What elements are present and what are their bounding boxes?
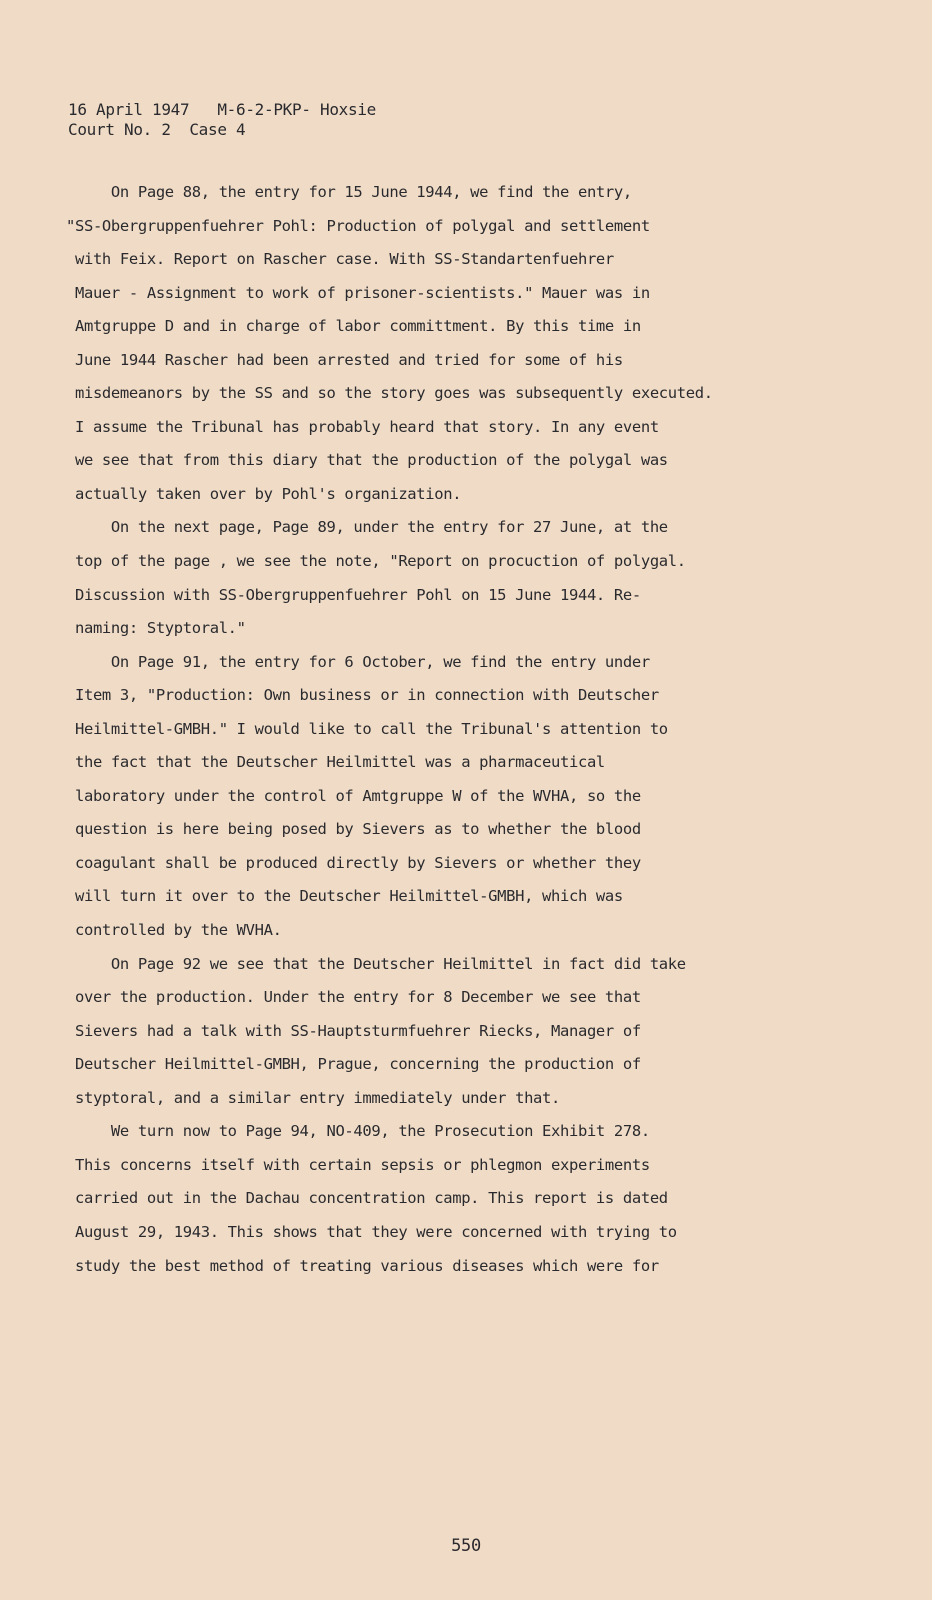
text-line: On the next page, Page 89, under the entry for 27 June, at the: [66, 518, 668, 537]
text-line: This concerns itself with certain sepsis or phlegmon experiments: [66, 1155, 650, 1174]
text-line: On Page 88, the entry for 15 June 1944, we find the entry,: [66, 183, 632, 201]
text-line: "SS-Obergruppenfuehrer Pohl: Production of polygal and settlement: [66, 216, 650, 235]
text-line: On Page 92 we see that the Deutscher Heilmittel in fact did take: [66, 954, 686, 973]
page-number: 550: [451, 1536, 481, 1556]
text-line: question is here being posed by Sievers as to whether the blood: [66, 820, 641, 839]
text-line: over the production. Under the entry for 8 December we see that: [66, 988, 641, 1007]
text-line: Item 3, "Production: Own business or in connection with Deutscher: [66, 686, 659, 705]
header-court-case: Court No. 2 Case 4: [68, 120, 246, 139]
text-line: study the best method of treating various diseases which were for: [66, 1256, 659, 1275]
text-line: with Feix. Report on Rascher case. With SS-Standartenfuehrer: [66, 250, 614, 269]
text-line: Deutscher Heilmittel-GMBH, Prague, concerning the production of: [66, 1055, 641, 1074]
text-line: August 29, 1943. This shows that they were concerned with trying to: [66, 1222, 677, 1241]
text-line: we see that from this diary that the production of the polygal was: [66, 451, 668, 470]
text-line: naming: Styptoral.": [66, 619, 246, 638]
text-line: the fact that the Deutscher Heilmittel was a pharmaceutical: [66, 753, 605, 772]
text-line: We turn now to Page 94, NO-409, the Prosecution Exhibit 278.: [66, 1122, 650, 1141]
text-line: coagulant shall be produced directly by Sievers or whether they: [66, 853, 641, 872]
text-line: Heilmittel-GMBH." I would like to call the Tribunal's attention to: [66, 719, 668, 738]
text-line: misdemeanors by the SS and so the story goes was subsequently executed.: [66, 384, 713, 403]
text-line: will turn it over to the Deutscher Heilmittel-GMBH, which was: [66, 887, 623, 906]
text-line: Amtgruppe D and in charge of labor committment. By this time in: [66, 317, 641, 336]
text-line: laboratory under the control of Amtgruppe W of the WVHA, so the: [66, 786, 641, 805]
text-line: Sievers had a talk with SS-Hauptsturmfuehrer Riecks, Manager of: [66, 1021, 641, 1040]
text-line: June 1944 Rascher had been arrested and tried for some of his: [66, 350, 623, 369]
text-line: actually taken over by Pohl's organization.: [66, 484, 462, 503]
text-line: carried out in the Dachau concentration camp. This report is dated: [66, 1189, 668, 1208]
text-line: Mauer - Assignment to work of prisoner-scientists." Mauer was in: [66, 283, 650, 302]
text-line: controlled by the WVHA.: [66, 921, 282, 940]
text-line: I assume the Tribunal has probably heard that story. In any event: [66, 417, 659, 436]
text-line: styptoral, and a similar entry immediately under that.: [66, 1088, 560, 1107]
header-date-reference: 16 April 1947 M-6-2-PKP- Hoxsie: [68, 100, 376, 119]
text-line: Discussion with SS-Obergruppenfuehrer Pohl on 15 June 1944. Re-: [66, 585, 641, 604]
transcript-body: [66, 176, 866, 1283]
text-line: On Page 91, the entry for 6 October, we find the entry under: [66, 652, 650, 671]
document-header: [68, 100, 376, 140]
text-line: top of the page , we see the note, "Report on procuction of polygal.: [66, 552, 686, 571]
